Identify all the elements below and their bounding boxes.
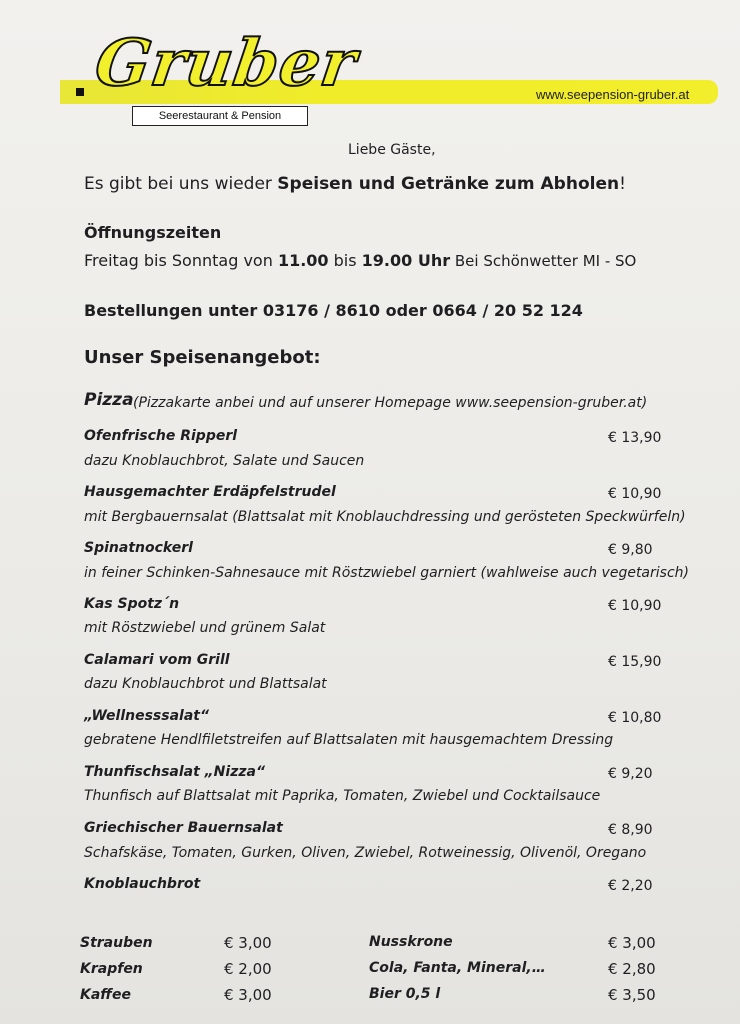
extra-item-price: € 3,00 — [224, 934, 272, 952]
intro-suffix: ! — [619, 174, 626, 194]
menu-item-name: „Wellnesssalat“ — [84, 708, 209, 724]
menu-item-name: Knoblauchbrot — [84, 876, 201, 892]
menu-item-description: Thunfisch auf Blattsalat mit Paprika, Tomaten, Zwiebel und Cocktailsauce — [84, 788, 601, 804]
intro-line — [84, 174, 626, 194]
menu-item-name: Hausgemachter Erdäpfelstrudel — [84, 484, 336, 500]
menu-item-description: dazu Knoblauchbrot, Salate und Saucen — [84, 453, 365, 469]
opening-hours-line — [84, 251, 636, 270]
hours-text-1: Freitag bis Sonntag von — [84, 251, 278, 270]
intro-bold: Speisen und Getränke zum Abholen — [277, 174, 620, 194]
menu-item-name: Kas Spotz´n — [84, 596, 180, 612]
menu-item-description: dazu Knoblauchbrot und Blattsalat — [84, 676, 327, 692]
menu-item-price: € 10,90 — [608, 486, 662, 502]
hours-note: Bei Schönwetter MI - SO — [450, 252, 637, 270]
menu-title: Unser Speisenangebot: — [84, 347, 321, 368]
menu-item-description: Schafskäse, Tomaten, Gurken, Oliven, Zwiebel, Rotweinessig, Olivenöl, Oregano — [84, 845, 647, 861]
menu-item-name: Ofenfrische Ripperl — [84, 428, 238, 444]
website-url: www.seepension-gruber.at — [536, 87, 690, 102]
drink-item-price: € 2,80 — [608, 960, 656, 978]
menu-item-price: € 10,80 — [608, 710, 662, 726]
menu-item-name: Calamari vom Grill — [84, 652, 230, 668]
extra-item-price: € 3,00 — [224, 986, 272, 1004]
greeting: Liebe Gäste, — [348, 142, 436, 158]
pizza-label: Pizza — [84, 390, 134, 410]
header-square-bullet — [76, 88, 84, 96]
opening-hours-title: Öffnungszeiten — [84, 223, 222, 242]
logo-wordmark: Gruber — [90, 26, 362, 101]
extra-item-name: Krapfen — [80, 961, 143, 977]
hours-text-2: bis — [328, 251, 362, 270]
pizza-note: (Pizzakarte anbei und auf unserer Homepage www.seepension-gruber.at) — [133, 395, 648, 411]
menu-item-price: € 13,90 — [608, 430, 662, 446]
menu-item-price: € 15,90 — [608, 654, 662, 670]
drink-item-price: € 3,00 — [608, 934, 656, 952]
hours-from: 11.00 — [277, 251, 329, 270]
drink-item-name: Bier 0,5 l — [369, 986, 441, 1002]
menu-item-price: € 9,20 — [608, 766, 653, 782]
menu-item-description: in feiner Schinken-Sahnesauce mit Röstzwiebel garniert (wahlweise auch vegetarisch) — [84, 565, 689, 581]
menu-item-price: € 8,90 — [608, 822, 653, 838]
extra-item-name: Kaffee — [80, 987, 131, 1003]
menu-item-description: mit Röstzwiebel und grünem Salat — [84, 620, 326, 636]
drink-item-name: Nusskrone — [369, 934, 453, 950]
extra-item-name: Strauben — [80, 935, 153, 951]
drink-item-price: € 3,50 — [608, 986, 656, 1004]
menu-item-price: € 2,20 — [608, 878, 653, 894]
hours-to: 19.00 Uhr — [361, 251, 451, 270]
menu-item-price: € 9,80 — [608, 542, 653, 558]
menu-item-name: Spinatnockerl — [84, 540, 193, 556]
menu-item-description: gebratene Hendlfiletstreifen auf Blattsalaten mit hausgemachtem Dressing — [84, 732, 614, 748]
drink-item-name: Cola, Fanta, Mineral,… — [369, 960, 546, 976]
menu-item-name: Thunfischsalat „Nizza“ — [84, 764, 265, 780]
intro-prefix: Es gibt bei uns wieder — [84, 174, 278, 194]
menu-item-price: € 10,90 — [608, 598, 662, 614]
menu-item-name: Griechischer Bauernsalat — [84, 820, 283, 836]
extra-item-price: € 2,00 — [224, 960, 272, 978]
logo-subtitle: Seerestaurant & Pension — [132, 106, 308, 126]
order-phone-line: Bestellungen unter 03176 / 8610 oder 0664 / 20 52 124 — [84, 301, 583, 320]
menu-item-description: mit Bergbauernsalat (Blattsalat mit Knoblauchdressing und gerösteten Speckwürfeln) — [84, 509, 686, 525]
